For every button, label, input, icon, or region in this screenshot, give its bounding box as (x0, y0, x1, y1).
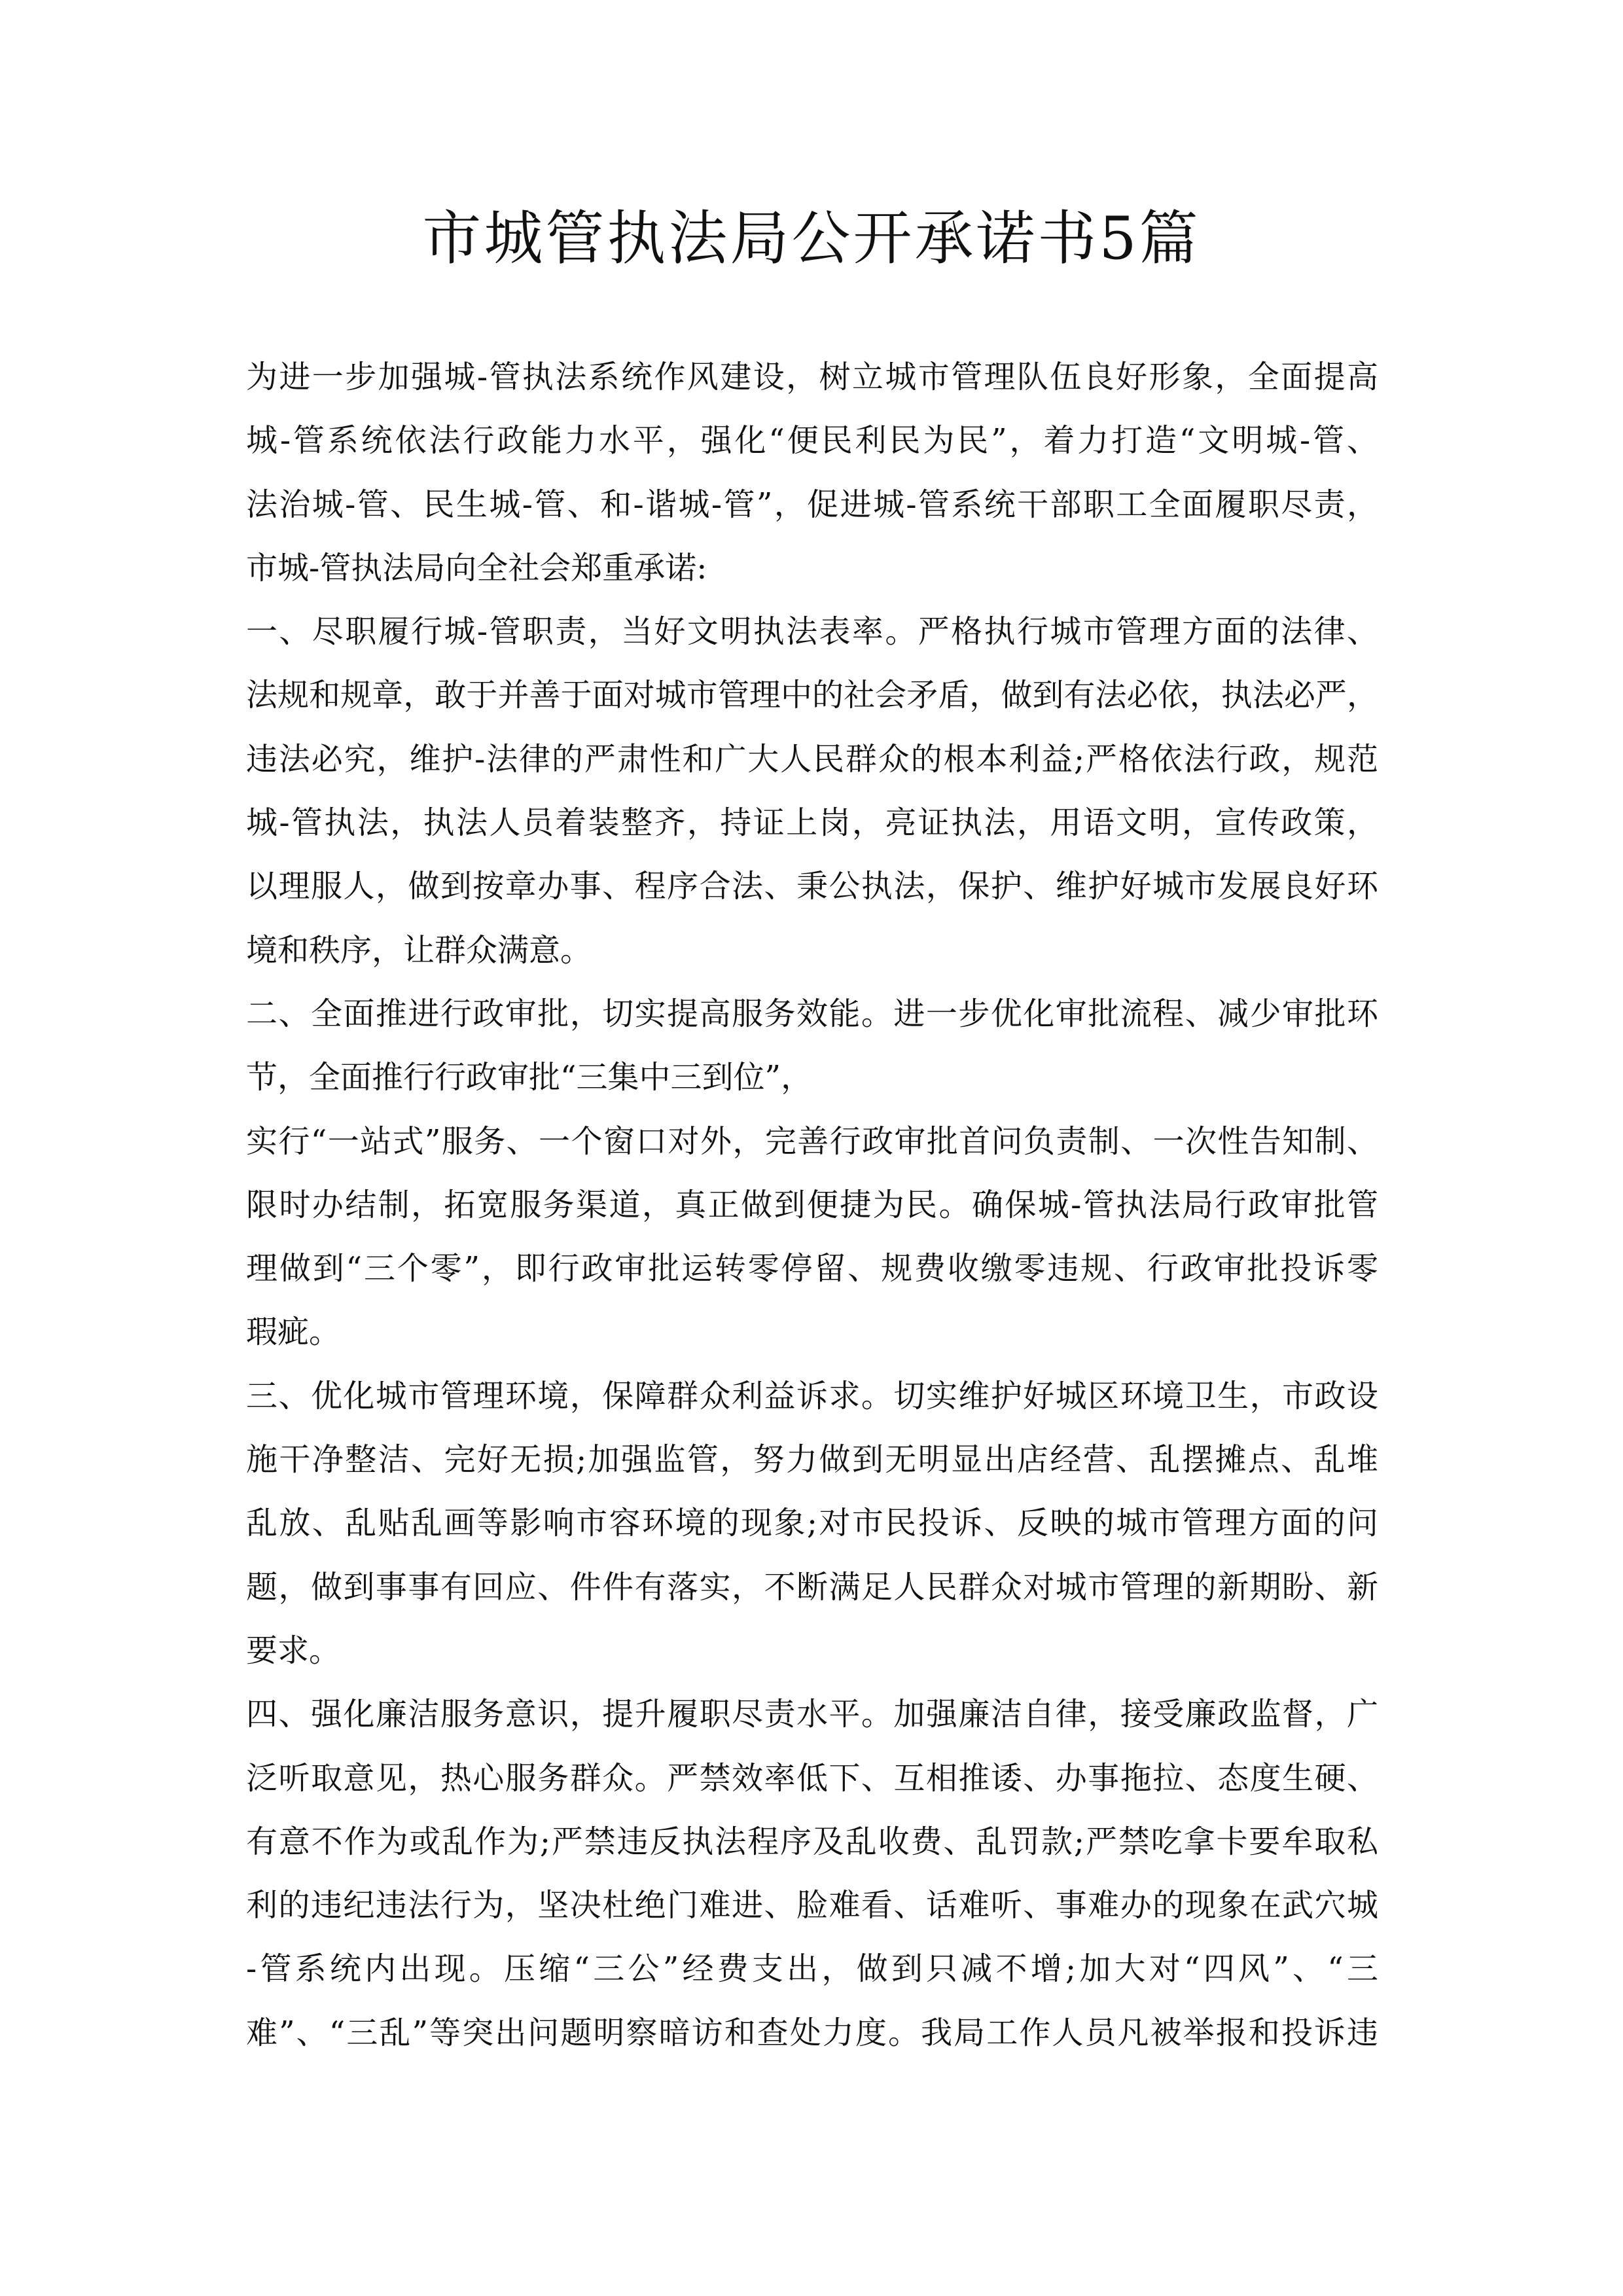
text-line: 要求。 (246, 1632, 341, 1669)
text-line: -管系统内出现。压缩“三公”经费支出，做到只减不增;加大对“四风”、“三 (246, 1950, 1378, 1988)
text-line: 市城-管执法局向全社会郑重承诺: (246, 549, 707, 586)
text-line: 理做到“三个零”，即行政审批运转零停留、规费收缴零违规、行政审批投诉零 (246, 1250, 1378, 1287)
text-line: 节，全面推行行政审批“三集中三到位”， (246, 1059, 813, 1096)
text-line: 利的违纪违法行为，坚决杜绝门难进、脸难看、话难听、事难办的现象在武穴城 (246, 1887, 1378, 1924)
text-line: 施干净整洁、完好无损;加强监管，努力做到无明显出店经营、乱摆摊点、乱堆 (246, 1441, 1378, 1479)
text-line: 限时办结制，拓宽服务渠道，真正做到便捷为民。确保城-管执法局行政审批管 (246, 1186, 1378, 1223)
text-line: 难”、“三乱”等突出问题明察暗访和查处力度。我局工作人员凡被举报和投诉违 (246, 2014, 1378, 2051)
text-line: 境和秩序，让群众满意。 (246, 931, 592, 969)
text-line: 实行“一站式”服务、一个窗口对外，完善行政审批首问负责制、一次性告知制、 (246, 1122, 1378, 1160)
text-line: 有意不作为或乱作为;严禁违反执法程序及乱收费、乱罚款;严禁吃拿卡要牟取私 (246, 1823, 1378, 1860)
text-line: 以理服人，做到按章办事、程序合法、秉公执法，保护、维护好城市发展良好环 (246, 868, 1378, 905)
text-line: 一、尽职履行城-管职责，当好文明执法表率。严格执行城市管理方面的法律、 (246, 613, 1378, 651)
text-line: 违法必究，维护-法律的严肃性和广大人民群众的根本利益;严格依法行政，规范 (246, 740, 1378, 778)
text-line: 法治城-管、民生城-管、和-谐城-管”，促进城-管系统干部职工全面履职尽责， (246, 486, 1378, 523)
text-line: 为进一步加强城-管执法系统作风建设，树立城市管理队伍良好形象，全面提高 (246, 359, 1378, 395)
text-line: 城-管执法，执法人员着装整齐，持证上岗，亮证执法，用语文明，宣传政策， (246, 804, 1378, 842)
document-body (246, 346, 1378, 2065)
text-line: 二、全面推进行政审批，切实提高服务效能。进一步优化审批流程、减少审批环 (246, 995, 1378, 1032)
text-line: 瑕疵。 (246, 1314, 341, 1351)
text-line: 四、强化廉洁服务意识，提升履职尽责水平。加强廉洁自律，接受廉政监督，广 (246, 1696, 1378, 1733)
text-line: 题，做到事事有回应、件件有落实，不断满足人民群众对城市管理的新期盼、新 (246, 1568, 1378, 1605)
text-line: 泛听取意见，热心服务群众。严禁效率低下、互相推诿、办事拖拉、态度生硬、 (246, 1759, 1378, 1797)
text-line: 城-管系统依法行政能力水平，强化“便民利民为民”，着力打造“文明城-管、 (246, 422, 1378, 459)
page-title: 市城管执法局公开承诺书5篇 (422, 204, 1201, 273)
text-line: 法规和规章，敢于并善于面对城市管理中的社会矛盾，做到有法必依，执法必严， (246, 677, 1378, 714)
text-line: 三、优化城市管理环境，保障群众利益诉求。切实维护好城区环境卫生，市政设 (246, 1377, 1378, 1414)
text-line: 乱放、乱贴乱画等影响市容环境的现象;对市民投诉、反映的城市管理方面的问 (246, 1505, 1378, 1542)
